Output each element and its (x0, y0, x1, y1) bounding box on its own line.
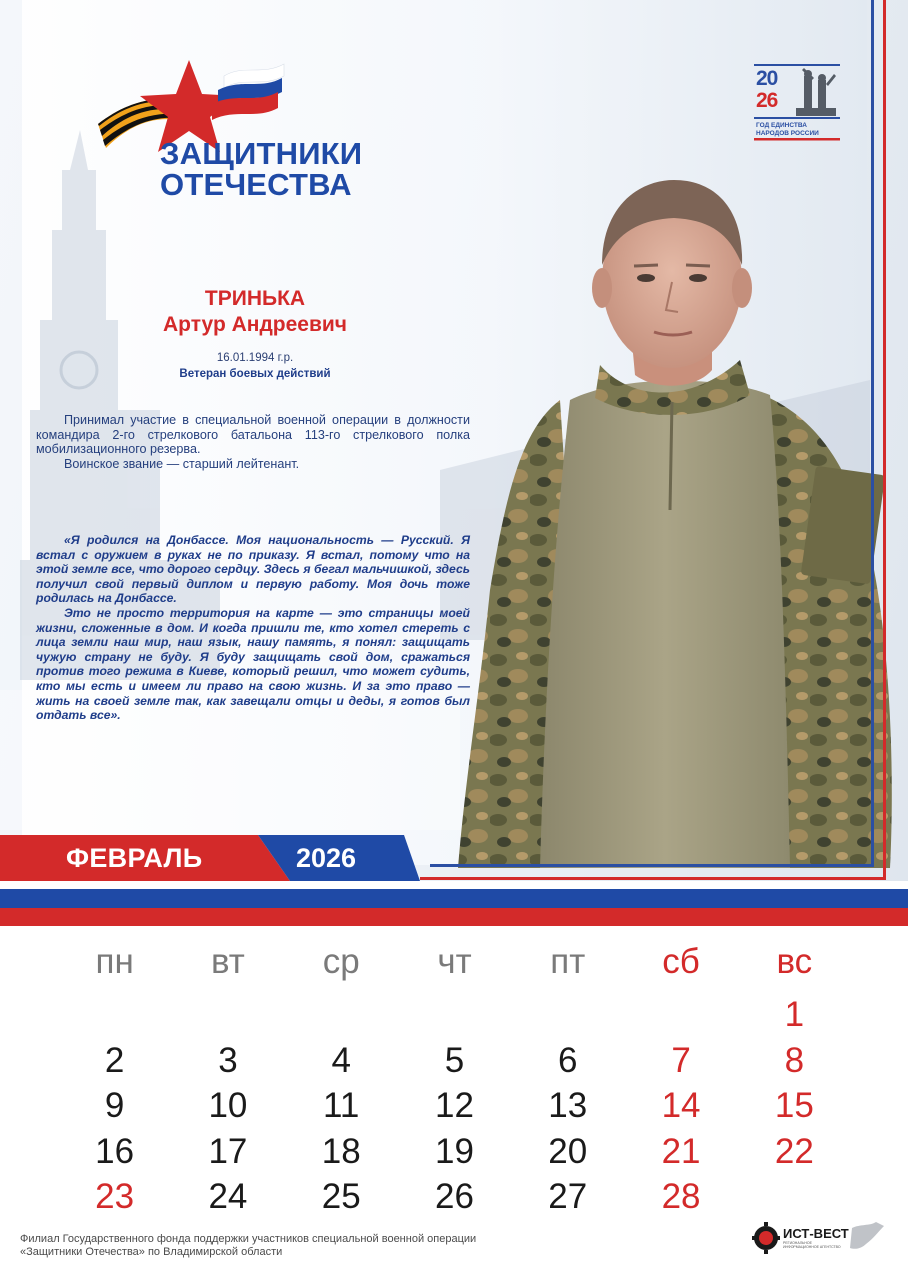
logo-line-1: ЗАЩИТНИКИ (160, 136, 363, 171)
calendar-day: 22 (774, 1131, 814, 1171)
calendar-day-empty (398, 992, 511, 1038)
calendar-day: 21 (661, 1131, 701, 1171)
year-of-unity-badge (752, 62, 844, 144)
calendar-day: 12 (435, 1086, 474, 1125)
person-given-names: Артур Андреевич (163, 313, 347, 336)
calendar-day: 28 (661, 1177, 701, 1216)
month-label: ФЕВРАЛЬ (66, 843, 203, 873)
flag-stripe-white (0, 881, 908, 889)
calendar-day-empty (171, 992, 284, 1038)
calendar-day: 6 (558, 1040, 578, 1080)
calendar-day: 13 (548, 1086, 588, 1125)
weekday-mon: пн (95, 942, 134, 981)
calendar-day: 27 (548, 1177, 588, 1216)
calendar-day-empty (738, 1174, 851, 1220)
calendar-day: 2 (104, 1040, 125, 1080)
calendar-day: 26 (435, 1177, 474, 1216)
calendar-day: 16 (95, 1131, 135, 1171)
calendar-day: 5 (444, 1040, 465, 1080)
calendar-day-empty (58, 992, 171, 1038)
calendar-day: 14 (661, 1086, 701, 1125)
calendar-day: 1 (784, 995, 805, 1034)
frame-line-bottom-red (420, 877, 886, 880)
weekday-thu: чт (437, 942, 472, 981)
service-paragraph-1: Принимал участие в специальной военной операции в должности командира 2-го стрелкового батальона 113-го стрелкового полка мобилизационного резерва. (36, 413, 470, 456)
calendar-day: 15 (774, 1086, 814, 1125)
calendar-day: 4 (331, 1040, 351, 1080)
footer-brand: ИСТ-ВЕСТ (783, 1226, 849, 1241)
unity-caption (756, 122, 846, 137)
unity-caption-line-2: НАРОДОВ РОССИИ (756, 129, 819, 137)
soldier-portrait-photo (450, 170, 905, 870)
footer-line-2: «Защитники Отечества» по Владимирской области (20, 1246, 283, 1258)
service-description (36, 413, 470, 471)
unity-year-bottom: 26 (756, 89, 778, 112)
calendar-week-row (58, 1038, 851, 1084)
calendar-day: 10 (208, 1086, 248, 1125)
service-paragraph-2: Воинское звание — старший лейтенант. (64, 456, 300, 471)
weekday-wed: ср (322, 942, 360, 981)
quote-paragraph-1: «Я родился на Донбассе. Моя национальность — Русский. Я встал с оружием в руках не по приказу. Я встал, потому что на этой земле все, что дорого сердцу. Здесь я бегал мальчишкой, здесь получил свой первый диплом и первую работу. Моя дочь тоже родилась на Донбассе. (36, 533, 470, 606)
footer-organization (20, 1233, 540, 1259)
logo-line-2: ОТЕЧЕСТВА (160, 167, 352, 202)
weekday-header-row (58, 940, 851, 992)
calendar-week-row (58, 1083, 851, 1129)
weekday-sun: вс (776, 942, 813, 981)
calendar-day: 17 (208, 1131, 248, 1171)
calendar-day-empty (624, 992, 737, 1038)
flag-stripe-red (0, 908, 908, 926)
calendar-day: 9 (104, 1086, 125, 1125)
weekday-tue: вт (210, 942, 245, 981)
quote-paragraph-2: Это не просто территория на карте — это страницы моей жизни, сложенные в дом. И когда пришли те, кто хотел стереть с лица земли наш мир, наш язык, нашу память, я понял: защищать чужую страну не буду. Я буду защищать свой дом, сражаться против того режима в Киеве, который решил, что может судить, кто мы есть и имеем ли право на свою жизнь. И за это право — жить на своей земле так, как завещали отцы и деды, я готов был отдать все». (36, 605, 470, 723)
person-surname: ТРИНЬКА (204, 287, 306, 310)
flag-stripe-blue (0, 889, 908, 908)
weekday-sat: сб (662, 942, 700, 981)
footer-line-1: Филиал Государственного фонда поддержки участников специальной военной операции (20, 1233, 477, 1245)
calendar-day: 25 (321, 1177, 361, 1216)
frame-line-red (883, 0, 886, 880)
person-birth-date: 16.01.1994 г.р. (216, 352, 294, 364)
calendar-day: 7 (671, 1040, 691, 1080)
year-label: 2026 (296, 843, 357, 873)
calendar-week-row (58, 992, 851, 1038)
calendar-day: 18 (321, 1131, 361, 1171)
calendar-day-empty (285, 992, 398, 1038)
footer-brand-subtitle: РЕГИОНАЛЬНОЕ ИНФОРМАЦИОННОЕ АГЕНТСТВО (783, 1241, 841, 1249)
month-calendar-grid (58, 940, 851, 1220)
calendar-day: 3 (218, 1040, 238, 1080)
weekday-fri: пт (550, 942, 586, 981)
calendar-week-row (58, 1129, 851, 1175)
calendar-week-row (58, 1174, 851, 1220)
calendar-day: 11 (323, 1086, 360, 1125)
calendar-weeks (58, 992, 851, 1220)
calendar-day: 24 (208, 1177, 248, 1216)
calendar-day-empty (511, 992, 624, 1038)
person-status: Ветеран боевых действий (179, 368, 331, 380)
calendar-day: 20 (548, 1131, 588, 1171)
foundation-logo-text (160, 138, 362, 200)
frame-line-blue (871, 0, 874, 866)
calendar-day: 19 (435, 1131, 474, 1171)
calendar-day: 8 (784, 1040, 805, 1080)
frame-line-bottom-blue (430, 864, 874, 867)
calendar-day: 23 (95, 1177, 135, 1216)
unity-year-top: 20 (756, 67, 778, 90)
unity-caption-line-1: ГОД ЕДИНСТВА (756, 122, 807, 129)
personal-quote (36, 533, 470, 723)
